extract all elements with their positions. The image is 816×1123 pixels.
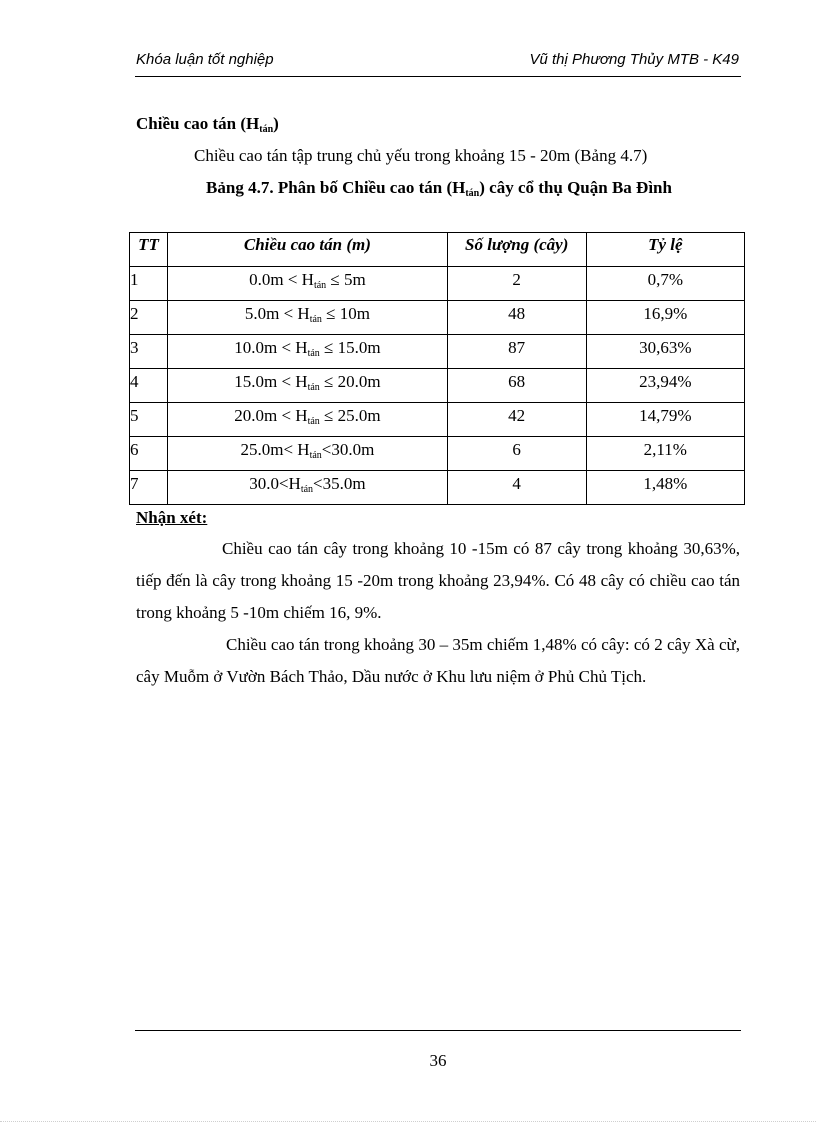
table-caption: Bảng 4.7. Phân bố Chiều cao tán $(H_{tán})$ cây cổ thụ Quận Ba Đình — [206, 178, 672, 199]
table-row — [130, 403, 745, 437]
cell-count: 42 — [447, 403, 586, 437]
remarks-paragraph-1: Chiều cao tán cây trong khoảng 10 -15m có 87 cây trong khoảng 30,63%, tiếp đến là cây trong khoảng 15 -20m trong khoảng 23,94%. Có 48 cây có chiều cao tán trong khoảng 5 -10m chiếm 16, 9%. — [136, 539, 740, 622]
cell-count: 6 — [447, 437, 586, 471]
cell-percent: 16,9% — [586, 301, 744, 335]
remarks-paragraph-2: Chiều cao tán trong khoảng 30 – 35m chiếm 1,48% có cây: có 2 cây Xà cừ, cây Muỗm ở Vườn Bách Thảo, Dầu nước ở Khu lưu niệm ở Phủ Chủ Tịch. — [136, 635, 740, 686]
table-row — [130, 335, 745, 369]
cell-tt: 6 — [130, 437, 168, 471]
intro-sentence: Chiều cao tán tập trung chủ yếu trong khoảng 15 - 20m (Bảng 4.7) — [194, 146, 648, 165]
cell-tt: 3 — [130, 335, 168, 369]
table-row — [130, 437, 745, 471]
cell-percent: 2,11% — [586, 437, 744, 471]
cell-height-range: $30.0<H_{tán}<35.0m$ — [168, 471, 448, 505]
column-header-count: Số lượng (cây) — [447, 233, 586, 267]
section-heading: Chiều cao tán $(H_{tán})$ — [136, 114, 279, 135]
header-thesis-label: Khóa luận tốt nghiệp — [136, 51, 274, 68]
table-row — [130, 301, 745, 335]
page-edge-divider — [0, 1121, 816, 1122]
column-header-height: Chiều cao tán (m) — [168, 233, 448, 267]
cell-tt: 1 — [130, 267, 168, 301]
cell-percent: 30,63% — [586, 335, 744, 369]
cell-tt: 2 — [130, 301, 168, 335]
table-header-row — [130, 233, 745, 267]
cell-tt: 7 — [130, 471, 168, 505]
cell-height-range: $5.0m < H_{tán} \le 10m$ — [168, 301, 448, 335]
cell-percent: 14,79% — [586, 403, 744, 437]
table-row — [130, 369, 745, 403]
cell-count: 2 — [447, 267, 586, 301]
cell-count: 4 — [447, 471, 586, 505]
cell-tt: 4 — [130, 369, 168, 403]
cell-percent: 23,94% — [586, 369, 744, 403]
cell-height-range: $10.0m < H_{tán} \le 15.0m$ — [168, 335, 448, 369]
cell-height-range: $0.0m < H_{tán} \le 5m$ — [168, 267, 448, 301]
page-number: 36 — [429, 1051, 447, 1070]
cell-height-range: $15.0m < H_{tán} \le 20.0m$ — [168, 369, 448, 403]
cell-count: 68 — [447, 369, 586, 403]
cell-count: 87 — [447, 335, 586, 369]
cell-count: 48 — [447, 301, 586, 335]
cell-percent: 0,7% — [586, 267, 744, 301]
table-body — [130, 267, 745, 505]
remarks-title: Nhận xét: — [136, 508, 208, 527]
table-row — [130, 471, 745, 505]
column-header-percent: Tỷ lệ — [586, 233, 744, 267]
running-header — [135, 50, 741, 77]
column-header-tt: TT — [130, 233, 168, 267]
table-row — [130, 267, 745, 301]
canopy-height-table — [129, 232, 745, 505]
cell-height-range: $20.0m < H_{tán} \le 25.0m$ — [168, 403, 448, 437]
cell-tt: 5 — [130, 403, 168, 437]
cell-percent: 1,48% — [586, 471, 744, 505]
footer-divider — [135, 1030, 741, 1031]
header-author: Vũ thị Phương Thủy MTB - K49 — [529, 51, 739, 68]
cell-height-range: $25.0m< H_{tán}<30.0m$ — [168, 437, 448, 471]
